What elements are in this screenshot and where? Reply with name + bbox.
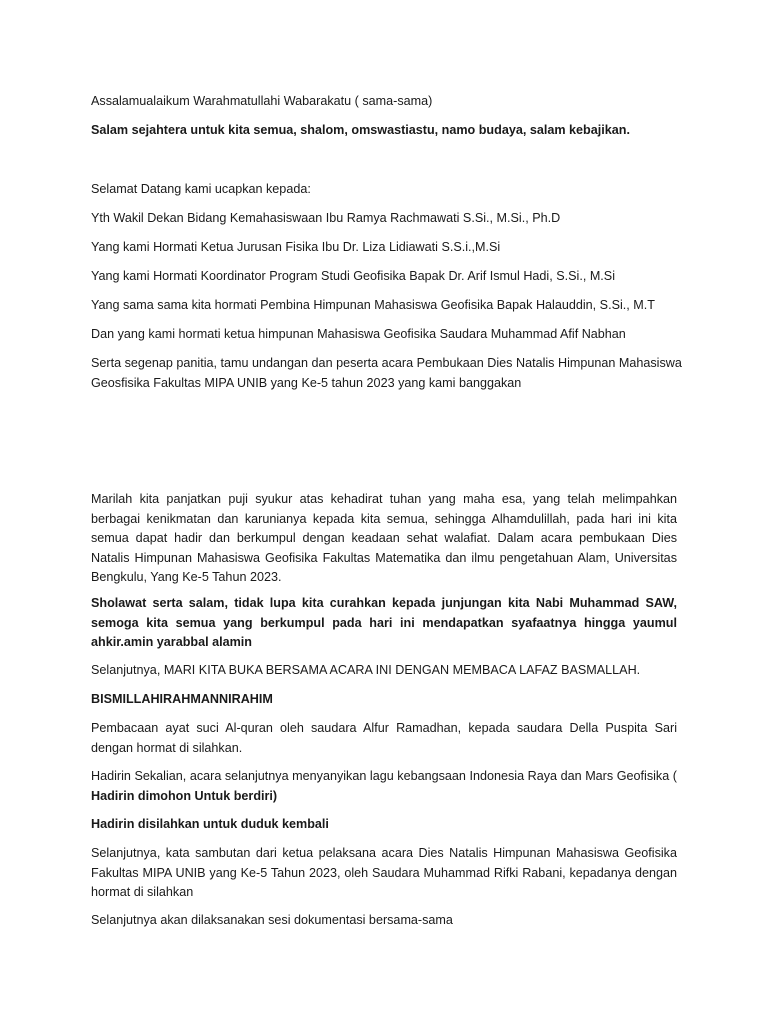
audience-greeting: Serta segenap panitia, tamu undangan dan peserta acara Pembukaan Dies Natalis Himpunan Mahasiswa Geosfisika Fakultas MIPA UNIB yang Ke-5 tahun 2023 yang kami banggakan (91, 356, 682, 390)
opening-instruction: Selanjutnya, MARI KITA BUKA BERSAMA ACARA INI DENGAN MEMBACA LAFAZ BASMALLAH. (91, 663, 641, 677)
anthem-text: Hadirin Sekalian, acara selanjutnya menyanyikan lagu kebangsaan Indonesia Raya dan Mars Geofisika ( (91, 769, 677, 783)
honoree-advisor: Yang sama sama kita hormati Pembina Himpunan Mahasiswa Geofisika Bapak Halauddin, S.Si., M.T (91, 298, 655, 312)
documentation-line: Selanjutnya akan dilaksanakan sesi dokumentasi bersama-sama (91, 913, 453, 927)
anthem-paragraph (91, 767, 677, 806)
honoree-department-head: Yang kami Hormati Ketua Jurusan Fisika Ibu Dr. Liza Lidiawati S.S.i.,M.Si (91, 240, 501, 254)
chair-speech-paragraph: Selanjutnya, kata sambutan dari ketua pelaksana acara Dies Natalis Himpunan Mahasiswa Geofisika Fakultas MIPA UNIB yang Ke-5 Tahun 2023, oleh Saudara Muhammad Rifki Rabani, kepadanya dengan hormat di silahkan (91, 846, 677, 899)
honoree-vice-dean: Yth Wakil Dekan Bidang Kemahasiswaan Ibu Ramya Rachmawati S.Si., M.Si., Ph.D (91, 211, 561, 225)
basmallah-line: BISMILLAHIRAHMANNIRAHIM (91, 692, 273, 706)
sit-instruction: Hadirin disilahkan untuk duduk kembali (91, 817, 329, 831)
welcome-heading: Selamat Datang kami ucapkan kepada: (91, 182, 311, 196)
greeting-line: Assalamualaikum Warahmatullahi Wabarakatu ( sama-sama) (91, 94, 433, 108)
gratitude-paragraph: Marilah kita panjatkan puji syukur atas kehadirat tuhan yang maha esa, yang telah melimpahkan berbagai kenikmatan dan karunianya kepada kita semua, sehingga Alhamdulillah, pada hari ini kita semua dapat hadir dan berkumpul dengan keadaan sehat walafiat. Dalam acara pembukaan Dies Natalis Himpunan Mahasiswa Geofisika Fakultas Matematika dan ilmu pengetahuan Alam, Universitas Bengkulu, Yang Ke-5 Tahun 2023. (91, 492, 677, 584)
interfaith-greeting: Salam sejahtera untuk kita semua, shalom, omswastiastu, namo budaya, salam kebajikan. (91, 123, 630, 137)
stand-instruction: Hadirin dimohon Untuk berdiri) (91, 788, 278, 803)
sholawat-paragraph: Sholawat serta salam, tidak lupa kita curahkan kepada junjungan kita Nabi Muhammad SAW, semoga kita semua yang berkumpul pada hari ini mendapatkan syafaatnya hingga yaumul ahkir.amin yarabbal alamin (91, 596, 677, 649)
honoree-program-coordinator: Yang kami Hormati Koordinator Program Studi Geofisika Bapak Dr. Arif Ismul Hadi, S.Si., M.Si (91, 269, 616, 283)
honoree-association-head: Dan yang kami hormati ketua himpunan Mahasiswa Geofisika Saudara Muhammad Afif Nabhan (91, 327, 626, 341)
quran-reading-paragraph: Pembacaan ayat suci Al-quran oleh saudara Alfur Ramadhan, kepada saudara Della Puspita Sari dengan hormat di silahkan. (91, 721, 677, 755)
